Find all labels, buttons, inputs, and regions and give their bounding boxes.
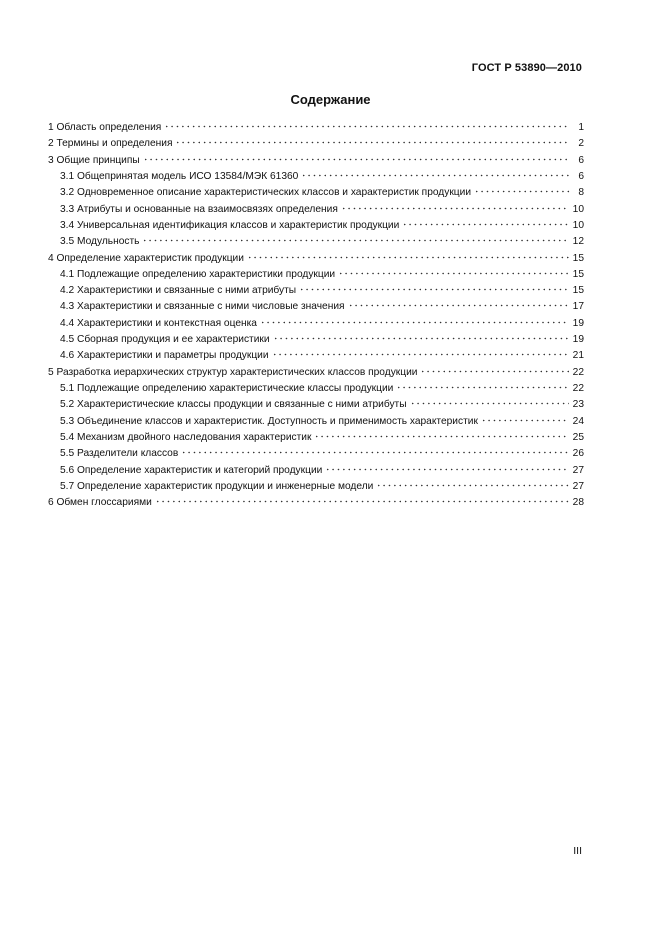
toc-leader-dots [247, 249, 569, 259]
toc-leader-dots [481, 412, 569, 422]
toc-entry-label: 3.1 Общепринятая модель ИСО 13584/МЭК 61360 [60, 170, 299, 182]
toc-entry-label: 5.2 Характеристические классы продукции и связанные с ними атрибуты [60, 399, 407, 411]
toc-entry-label: 5.3 Объединение классов и характеристик. Доступность и применимость характеристик [60, 415, 478, 427]
toc-entry-page: 26 [572, 448, 584, 460]
toc-entry-page: 22 [572, 366, 584, 378]
toc-leader-dots [420, 363, 568, 373]
toc-leader-dots [402, 216, 568, 226]
document-code: ГОСТ Р 53890—2010 [471, 62, 582, 74]
toc-leader-dots [181, 444, 568, 454]
toc-entry-label: 3.5 Модульность [60, 236, 140, 248]
toc-entry-page: 10 [572, 203, 584, 215]
toc-entry-label: 6 Обмен глоссариями [48, 497, 152, 509]
toc-entry-page: 12 [572, 236, 584, 248]
toc-leader-dots [341, 200, 569, 210]
toc-leader-dots [273, 330, 569, 340]
toc-leader-dots [410, 395, 569, 405]
toc-leader-dots [314, 428, 568, 438]
toc-entry-page: 27 [572, 480, 584, 492]
toc-entry-page: 10 [572, 219, 584, 231]
toc-entry-label: 4.1 Подлежащие определению характеристики продукции [60, 268, 336, 280]
toc-leader-dots [142, 232, 568, 242]
toc-entry-label: 5.7 Определение характеристик продукции и инженерные модели [60, 480, 374, 492]
toc-entry-label: 1 Область определения [48, 122, 162, 133]
toc-entry-label: 4.2 Характеристики и связанные с ними атрибуты [60, 285, 297, 297]
toc-entry-label: 4.6 Характеристики и параметры продукции [60, 350, 269, 362]
toc-entry-page: 24 [572, 415, 584, 427]
toc-entry-label: 4.3 Характеристики и связанные с ними числовые значения [60, 301, 345, 313]
toc-entry-page: 19 [572, 317, 584, 329]
toc-leader-dots [299, 281, 569, 291]
toc-entry-label: 5.5 Разделители классов [60, 448, 179, 460]
toc-leader-dots [164, 118, 570, 128]
toc-leader-dots [301, 167, 570, 177]
toc-leader-dots [474, 183, 570, 193]
toc-entry-label: 4.5 Сборная продукция и ее характеристики [60, 334, 270, 346]
toc-entry-page: 27 [572, 464, 584, 476]
toc-leader-dots [175, 134, 570, 144]
toc-entry[interactable] [48, 495, 584, 511]
toc-entry-label: 3.3 Атрибуты и основанные на взаимосвязях определения [60, 203, 338, 215]
toc-entry-label: 3 Общие принципы [48, 154, 140, 166]
toc-entry-label: 5.4 Механизм двойного наследования характеристик [60, 431, 312, 443]
toc-entry-label: 4.4 Характеристики и контекстная оценка [60, 317, 257, 329]
toc-entry-label: 3.2 Одновременное описание характеристических классов и характеристик продукции [60, 187, 472, 199]
toc-entry-page: 15 [572, 252, 584, 264]
toc-leader-dots [396, 379, 568, 389]
toc-entry-label: 2 Термины и определения [48, 138, 173, 150]
toc-entry-label: 5 Разработка иерархических структур характеристических классов продукции [48, 366, 418, 378]
toc-entry-page: 22 [572, 383, 584, 394]
table-of-contents [48, 120, 584, 512]
toc-entry-page: 6 [578, 170, 584, 182]
toc-leader-dots [338, 265, 569, 275]
toc-entry-label: 4 Определение характеристик продукции [48, 252, 244, 264]
toc-leader-dots [348, 297, 569, 307]
toc-leader-dots [272, 346, 569, 356]
toc-entry-page: 15 [572, 285, 584, 297]
toc-entry-page: 21 [572, 350, 584, 362]
toc-leader-dots [155, 493, 569, 503]
toc-entry-page: 15 [572, 268, 584, 280]
toc-entry-label: 5.6 Определение характеристик и категорий продукции [60, 464, 323, 476]
toc-entry-label: 3.4 Универсальная идентификация классов и характеристик продукции [60, 219, 400, 231]
toc-leader-dots [376, 477, 568, 487]
page-number: III [573, 845, 582, 857]
toc-entry-page: 19 [572, 334, 584, 346]
toc-entry-page: 17 [572, 301, 584, 313]
toc-entry-label: 5.1 Подлежащие определению характеристические классы продукции [60, 383, 394, 394]
toc-title: Содержание [290, 92, 371, 107]
toc-entry-page: 25 [572, 431, 584, 443]
toc-entry-page: 28 [572, 497, 584, 509]
toc-entry-page: 2 [578, 138, 584, 150]
toc-leader-dots [260, 314, 569, 324]
toc-entry-page: 6 [578, 154, 584, 166]
toc-entry-page: 8 [578, 187, 584, 199]
toc-entry-page: 23 [572, 399, 584, 411]
toc-leader-dots [325, 461, 568, 471]
toc-entry-page: 1 [578, 122, 584, 133]
toc-leader-dots [143, 151, 570, 161]
